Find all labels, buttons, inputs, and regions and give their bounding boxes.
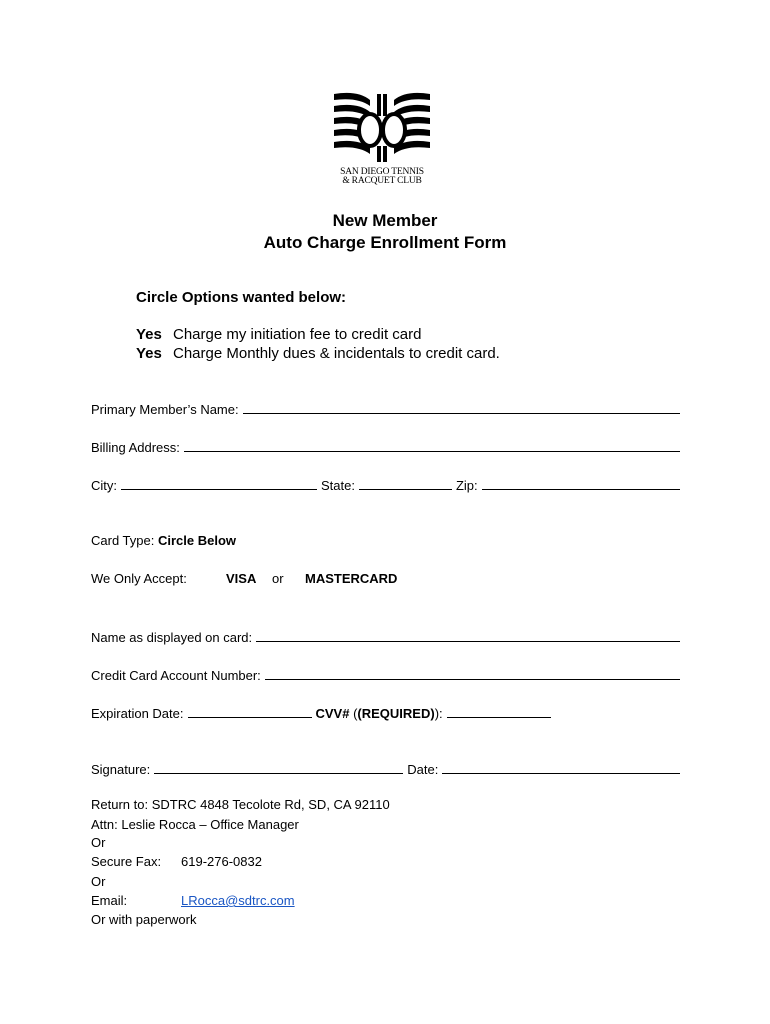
- expiration-cvv-row: Expiration Date: CVV# ( (REQUIRED) ):: [91, 704, 680, 721]
- state-label: State:: [321, 478, 355, 493]
- club-logo: [330, 90, 434, 190]
- visa-option[interactable]: VISA: [226, 571, 257, 586]
- expiration-field[interactable]: [188, 704, 312, 718]
- logo-text-line2: & RACQUET CLUB: [342, 176, 422, 186]
- name-on-card-row: [91, 628, 680, 645]
- billing-address-label: Billing Address:: [91, 440, 180, 455]
- option-yes-label[interactable]: Yes: [136, 345, 162, 362]
- city-field[interactable]: [121, 476, 317, 490]
- primary-name-row: [91, 400, 680, 417]
- card-type-instruction: Circle Below: [157, 533, 237, 548]
- or-text: Or: [91, 874, 106, 889]
- date-label: Date:: [407, 762, 439, 777]
- option-yes-label[interactable]: Yes: [136, 326, 162, 343]
- options-heading: Circle Options wanted below:: [136, 289, 347, 306]
- email-label: Email:: [91, 893, 128, 908]
- fax-row: [91, 854, 262, 869]
- form-title-line1: New Member: [332, 211, 438, 230]
- option-text: Charge Monthly dues & incidentals to credit card.: [173, 345, 500, 362]
- or-text: Or: [91, 835, 106, 850]
- billing-address-row: [91, 438, 680, 455]
- signature-field[interactable]: [154, 760, 403, 774]
- racquet-logo-icon: [330, 90, 434, 165]
- mastercard-option[interactable]: MASTERCARD: [305, 571, 398, 586]
- primary-name-label: Primary Member’s Name:: [91, 402, 239, 417]
- fax-number: 619-276-0832: [181, 854, 262, 869]
- email-row: [91, 893, 295, 908]
- fax-label: Secure Fax:: [91, 854, 162, 869]
- card-type-label: Card Type:: [91, 533, 155, 548]
- expiration-label: Expiration Date:: [91, 706, 184, 721]
- zip-field[interactable]: [482, 476, 680, 490]
- name-on-card-label: Name as displayed on card:: [91, 630, 253, 645]
- cvv-field[interactable]: [447, 704, 551, 718]
- paperwork-note: Or with paperwork: [91, 912, 197, 927]
- return-attn: Attn: Leslie Rocca – Office Manager: [91, 817, 299, 832]
- option-text: Charge my initiation fee to credit card: [173, 326, 422, 343]
- form-title-line2: Auto Charge Enrollment Form: [263, 233, 507, 252]
- option-monthly-dues[interactable]: [136, 345, 500, 362]
- option-initiation-fee[interactable]: [136, 326, 421, 343]
- accepted-cards-row: [91, 571, 398, 586]
- cvv-label: CVV#: [315, 706, 350, 721]
- state-field[interactable]: [359, 476, 452, 490]
- card-type-row: [91, 533, 236, 548]
- accept-label: We Only Accept:: [91, 571, 187, 586]
- name-on-card-field[interactable]: [256, 628, 680, 642]
- primary-name-field[interactable]: [243, 400, 680, 414]
- account-number-label: Credit Card Account Number:: [91, 668, 261, 683]
- return-address: Return to: SDTRC 4848 Tecolote Rd, SD, CA 92110: [91, 797, 390, 812]
- zip-label: Zip:: [455, 478, 478, 493]
- city-state-zip-row: [91, 476, 680, 493]
- logo-text-line1: SAN DIEGO TENNIS: [340, 167, 424, 177]
- date-field[interactable]: [442, 760, 680, 774]
- cvv-required: (REQUIRED): [357, 706, 435, 721]
- signature-label: Signature:: [91, 762, 151, 777]
- city-label: City:: [91, 478, 117, 493]
- signature-date-row: [91, 760, 680, 777]
- billing-address-field[interactable]: [184, 438, 680, 452]
- or-text: or: [272, 571, 284, 586]
- email-link[interactable]: LRocca@sdtrc.com: [181, 893, 295, 908]
- account-number-field[interactable]: [265, 666, 680, 680]
- account-number-row: [91, 666, 680, 683]
